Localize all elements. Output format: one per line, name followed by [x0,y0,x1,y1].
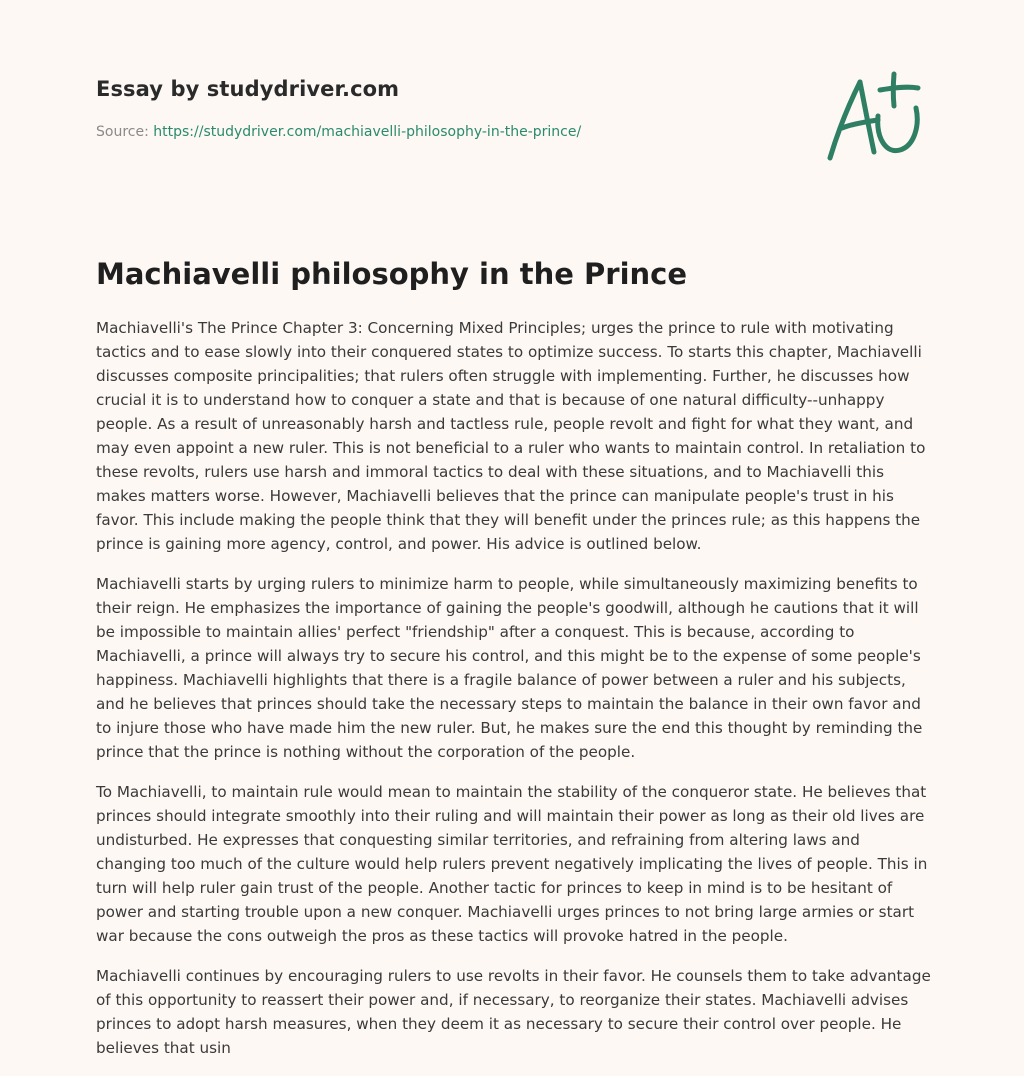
page-header [96,74,796,142]
essay-paragraph: Machiavelli's The Prince Chapter 3: Concerning Mixed Principles; urges the prince to rule with motivating tactics and to ease slowly into their conquered states to optimize success. To starts this chapter, Machiavelli discusses composite principalities; that rulers often struggle with implementing. Further, he discusses how crucial it is to understand how to conquer a state and that is because of one natural difficulty--unhappy people. As a result of unreasonably harsh and tactless rule, people revolt and fight for what they want, and may even appoint a new ruler. This is not beneficial to a ruler who wants to maintain control. In retaliation to these revolts, rulers use harsh and immoral tactics to deal with these situations, and to Machiavelli this makes matters worse. However, Machiavelli believes that the prince can manipulate people's trust in his favor. This include making the people think that they will benefit under the princes rule; as this happens the prince is gaining more agency, control, and power. His advice is outlined below. [96,319,926,553]
essay-body [96,316,932,1076]
essay-title: Machiavelli philosophy in the Prince [96,257,688,291]
site-title: Essay by studydriver.com [96,77,400,101]
essay-paragraph: Machiavelli starts by urging rulers to minimize harm to people, while simultaneously maximizing benefits to their reign. He emphasizes the importance of gaining the people's goodwill, although he cautions that it will be impossible to maintain allies' perfect "friendship" after a conquest. This is because, according to Machiavelli, a prince will always try to secure his control, and this might be to the expense of some people's happiness. Machiavelli highlights that there is a fragile balance of power between a ruler and his subjects, and he believes that princes should take the necessary steps to maintain the balance in their own favor and to injure those who have made him the new ruler. But, he makes sure the end this thought by reminding the prince that the prince is nothing without the corporation of the people. [96,575,923,761]
source-label: Source: [96,124,154,140]
essay-paragraph: To Machiavelli, to maintain rule would mean to maintain the stability of the conqueror state. He believes that princes should integrate smoothly into their ruling and will maintain their power as long as their old lives are undisturbed. He expresses that conquesting similar territories, and refraining from altering laws and changing too much of the culture would help rulers prevent negatively implicating the lives of people. This in turn will help ruler gain trust of the people. Another tactic for princes to keep in mind is to be hesitant of power and starting trouble upon a new conquer. Machiavelli urges princes to not bring large armies or start war because the cons outweigh the pros as these tactics will provoke hatred in the people. [96,783,928,945]
essay-paragraph: Machiavelli continues by encouraging rulers to use revolts in their favor. He counsels them to take advantage of this opportunity to reassert their power and, if necessary, to reorganize their states. Machiavelli advises princes to adopt harsh measures, when they deem it as necessary to secure their control over people. He believes that usin [96,967,931,1057]
source-line [96,122,796,142]
source-link[interactable]: https://studydriver.com/machiavelli-philosophy-in-the-prince/ [153,124,582,140]
a-plus-logo-icon [820,68,930,168]
